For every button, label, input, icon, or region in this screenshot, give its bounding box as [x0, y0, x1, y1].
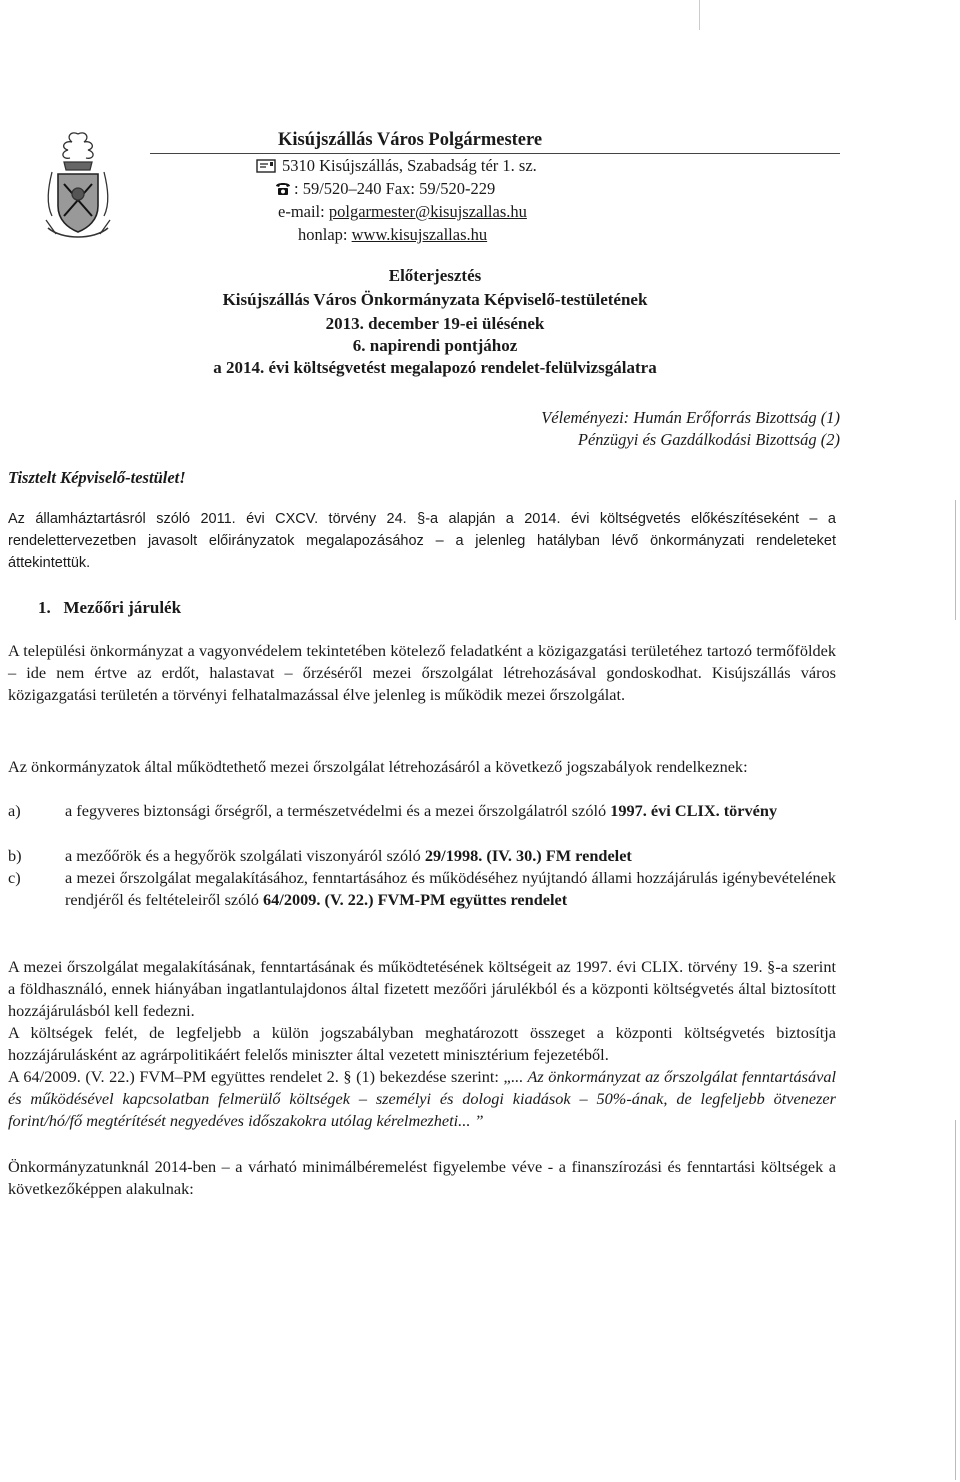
- paragraph-mezei-orszolgalat: A települési önkormányzat a vagyonvédelem tekintetében kötelező feladatként a közigazgatási területéhez tartozó termőföldek – ide nem értve az erdőt, halastavat – őrzéséről mezei őrszolgálat létrehozásával gondoskodhat. Kisújszállás város közigazgatási területén a törvényi felhatalmazással élve jelenleg is működik mezei őrszolgálat.: [8, 641, 836, 705]
- address-line: [256, 156, 537, 176]
- paragraph-central-budget: A költségek felét, de legfeljebb a külön jogszabályban meghatározott összeget a központi költségvetés biztosítja hozzájárulásként az agrárpolitikáért felelős miniszter által vezetett minisztérium fejezetéből.: [8, 1023, 836, 1065]
- scan-mark: [955, 1120, 956, 1480]
- meeting-date-heading: 2013. december 19-ei ülésének: [325, 314, 545, 333]
- list-item-a: [8, 800, 836, 844]
- email-label: e-mail:: [278, 202, 329, 221]
- agenda-item-heading: 6. napirendi pontjához: [352, 336, 518, 355]
- list-text-b: [65, 845, 836, 867]
- law-description-a: a fegyveres biztonsági őrségről, a természetvédelmi és a mezei őrszolgálatról szóló: [65, 801, 611, 820]
- paragraph-2014-costs: Önkormányzatunknál 2014-ben – a várható minimálbéremelést figyelembe véve - a finanszírozási és fenntartási költségek a következőképpen alakulnak:: [8, 1157, 836, 1199]
- address-text: 5310 Kisújszállás, Szabadság tér 1. sz.: [282, 156, 537, 175]
- telephone-icon: [274, 181, 292, 196]
- paragraph-legal-basis: Az önkormányzatok által működtethető mezei őrszolgálat létrehozásáról a következő jogszabályok rendelkeznek:: [8, 757, 748, 776]
- law-reference-c: 64/2009. (V. 22.) FVM-PM együttes rendelet: [263, 890, 568, 910]
- paragraph-costs: A mezei őrszolgálat megalakításának, fenntartásának és működtetésének költségeit az 1997. évi CLIX. törvény 19. §-a szerint a földhasználó, ennek hiányában ingatlantulajdonos által fizetett mezőőri járulékból és a központi költségvetés által biztosított hozzájárulásból kell fedezni.: [8, 957, 836, 1021]
- list-marker-b: b): [8, 846, 22, 865]
- section-number: 1.: [38, 598, 51, 617]
- council-heading: Kisújszállás Város Önkormányzata Képviselő-testületének: [222, 290, 648, 309]
- web-label: honlap:: [298, 225, 352, 244]
- reviewer-committee-1: Véleményezi: Humán Erőforrás Bizottság (1): [541, 408, 840, 427]
- scan-mark: [955, 500, 956, 620]
- doc-type-heading: Előterjesztés: [388, 266, 482, 285]
- law-reference-a: 1997. évi CLIX. törvény: [610, 801, 778, 820]
- list-marker-a: a): [8, 801, 21, 820]
- quoted-regulation: Az önkormányzat az őrszolgálat fenntartásával és működésével kapcsolatban felmerülő költségek – személyi és dologi kiadások – 50%-ának, de legfeljebb ötvenezer forint/hó/fő megtérítését negyedéves időszakokra utólag kérelmezheti... ”: [8, 1067, 836, 1131]
- law-description-c: a mezei őrszolgálat megalakításához, fenntartásához és működéséhez nyújtandó állami hozzájárulás igénybevételének rendjéről és feltételeiről szóló: [65, 868, 836, 910]
- phone-text: : 59/520–240 Fax: 59/520-229: [294, 179, 496, 198]
- website-link[interactable]: www.kisujszallas.hu: [351, 225, 488, 244]
- reviewer-committee-2: Pénzügyi és Gazdálkodási Bizottság (2): [577, 430, 840, 449]
- law-description-b: a mezőőrök és a hegyőrök szolgálati viszonyáról szóló: [65, 846, 425, 865]
- list-item-c: [8, 867, 836, 933]
- mayor-office-title: Kisújszállás Város Polgármestere: [278, 130, 543, 150]
- mailbox-icon: [256, 159, 276, 173]
- quote-lead: A 64/2009. (V. 22.) FVM–PM együttes rendelet 2. § (1) bekezdése szerint: „...: [8, 1067, 528, 1086]
- intro-paragraph: Az államháztartásról szóló 2011. évi CXCV. törvény 24. §-a alapján a 2014. évi költségvetés előkészítéseként – a rendelettervezetben javasolt előirányzatok megalapozásához – a jelenleg hatályban lévő önkormányzati rendeleteket áttekintettük.: [8, 511, 836, 572]
- email-link[interactable]: polgarmester@kisujszallas.hu: [328, 202, 527, 221]
- paragraph-quote: [8, 1066, 836, 1133]
- coat-of-arms-logo: [38, 128, 118, 246]
- list-text-c: [65, 867, 836, 911]
- header-divider: [150, 153, 840, 154]
- email-line: [278, 202, 527, 222]
- list-text-a: [65, 800, 836, 822]
- scan-mark: [699, 0, 700, 30]
- phone-line: [274, 179, 495, 199]
- section-title: Mezőőri járulék: [63, 598, 182, 617]
- web-line: [298, 225, 487, 245]
- list-item-b: [8, 845, 836, 867]
- law-reference-b: 29/1998. (IV. 30.) FM rendelet: [424, 846, 632, 865]
- subject-heading: a 2014. évi költségvetést megalapozó rendelet-felülvizsgálatra: [213, 358, 657, 377]
- section-1-heading: [38, 598, 181, 618]
- list-marker-c: c): [8, 868, 21, 887]
- salutation: Tisztelt Képviselő-testület!: [8, 468, 186, 487]
